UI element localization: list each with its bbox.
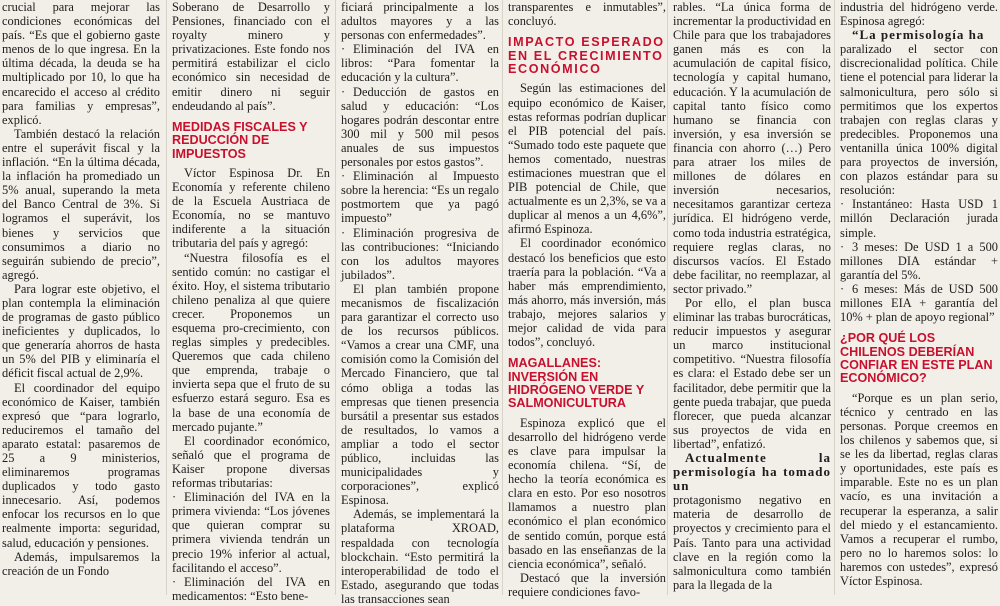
paragraph: Según las estimaciones del equipo económico de Kaiser, estas reformas podrían duplicar el PIB potencial del país. “Sumado todo este paquete que hemos comentado, nuestras estimaciones muestran que el PIB potencial de Chile, que actualmente es un 2,3%, se va a duplicar al menos a un 4,6%”, afirmó Espinoza. <box>508 81 666 237</box>
paragraph: Espinoza explicó que el desarrollo del hidrógeno verde es clave para impulsar la economía chilena. “Sí, de hecho la teoría económica es clara en esto. Por eso nosotros llamamos a nuestro plan económico el plan económico de sentido común, porque está basado en las enseñanzas de la ciencia económica”, señaló. <box>508 415 666 571</box>
bullet-text: 3 meses: De USD 1 a 500 millones DIA estándar + garantía del 5%. <box>840 239 998 282</box>
bullet-text: Eliminación del IVA en libros: “Para fomentar la educación y la cultura”. <box>341 42 499 85</box>
column-rule <box>166 0 167 595</box>
paragraph: paralizado el sector con discrecionalidad política. Chile tiene el potencial para liderar la salmonicultura, pero sólo si permitimos que los expertos trabajen con reglas claras y predecibles. Proponemos una ventanilla única 100% digital para proyectos de inversión, con plazos estándar para su resolución: <box>840 42 998 198</box>
column-rule <box>667 0 668 595</box>
paragraph: industria del hidrógeno verde. Espinosa agregó: <box>840 0 998 29</box>
article-column-1 <box>2 0 160 595</box>
bullet-text: Instantáneo: Hasta USD 1 millón Declaración jurada simple. <box>840 197 998 240</box>
article-column-3 <box>341 0 499 606</box>
bullet-dot-icon: · <box>840 239 845 254</box>
paragraph: El coordinador económico, señaló que el programa de Kaiser propone diversas reformas tributarias: <box>172 433 330 491</box>
bullet-item <box>341 169 499 225</box>
bullet-text: 6 meses: Más de USD 500 millones EIA + garantía del 10% + plan de apoyo regional” <box>840 281 998 325</box>
paragraph: Por ello, el plan busca eliminar las trabas burocráticas, reducir impuestos y asegurar un marco institucional competitivo. “Nuestra filosofía es clara: el Estado debe ser un facilitador, debe permitir que la gente pueda trabajar, que pueda florecer, que pueda alcanzar sus proyectos de vida en libertad”, enfatizó. <box>673 295 831 451</box>
paragraph: También destacó la relación entre el superávit fiscal y la inflación. “En la última década, la inflación ha promediado un 5% anual, superando la meta del Banco Central de 3%. Si logramos el superávit, los bienes y servicios que consumimos a diario no seguirán subiendo de precio”, agregó. <box>2 126 160 282</box>
bullet-text: Eliminación del IVA en la primera vivienda: “Los jóvenes que quieran comprar su primera vivienda tendrán un precio 19% inferior al actual, facilitando el acceso”. <box>172 490 330 575</box>
bullet-item <box>341 226 499 282</box>
article-column-6 <box>840 0 998 595</box>
article-column-2 <box>172 0 330 603</box>
section-heading: MEDIDAS FISCALES Y REDUCCIÓN DE IMPUESTOS <box>172 119 308 161</box>
paragraph: Víctor Espinosa Dr. En Economía y referente chileno de la Escuela Austriaca de Economía, no se mantuvo indiferente a la situación tributaria del país y agregó: <box>172 165 330 251</box>
bullet-dot-icon: · <box>840 281 845 296</box>
bullet-item <box>341 42 499 84</box>
paragraph: El coordinador del equipo económico de Kaiser, también expresó que “para lograrlo, reduciremos el tamaño del aparato estatal: pasaremos de 25 a 9 ministerios, eliminaremos programas duplicados y todo gasto innecesario. Así, podemos enfocar los recursos en lo que realmente importa: seguridad, salud, educación y pensiones. <box>2 380 160 550</box>
paragraph: “Porque es un plan serio, técnico y centrado en las personas. Porque creemos en los chilenos y sabemos que, si se les da libertad, reglas claras y oportunidades, este país es imparable. Este no es un plan vacío, es una invitación a recuperar la esperanza, a salir del miedo y el estancamiento. Vamos a recuperar el rumbo, pero no lo haremos solos: lo haremos con ustedes”, expresó Víctor Espinosa. <box>840 390 998 588</box>
bullet-item <box>840 240 998 282</box>
paragraph: Además, se implementará la plataforma XROAD, respaldada con tecnología blockchain. “Esto permitirá la interoperabilidad de todo el Estado, asegurando que todas las transacciones sean <box>341 507 499 606</box>
bullet-text: Eliminación progresiva de las contribuciones: “Iniciando con los adultos mayores jubilados”. <box>341 225 499 282</box>
article-column-4 <box>508 0 666 599</box>
bullet-dot-icon: · <box>172 490 177 505</box>
bullet-text: Deducción de gastos en salud y educación: “Los hogares podrán descontar entre 300 mil y 500 mil pesos anuales de sus impuestos personales por estos gastos”. <box>341 84 499 170</box>
paragraph: rables. “La única forma de incrementar la productividad en Chile para que los trabajadores ganen más es con la acumulación de capital físico, tecnología y capital humano, educación. Y la acumulación de capital tanto físico como humano se financia con inversión, y esa inversión se financia con ahorro (…) Pero para atraer los miles de millones de dólares en inversión necesarios, necesitamos garantizar certeza jurídica. El hidrógeno verde, como toda industria estratégica, requiere reglas claras, no discursos vacíos. El Estado debe facilitar, no reemplazar, al sector privado.” <box>673 0 831 296</box>
article-column-5 <box>673 0 831 595</box>
paragraph: “Nuestra filosofía es el sentido común: no castigar el éxito. Hoy, el sistema tributario chileno penaliza al que quiere crecer. Proponemos un esquema pro-crecimiento, con reglas simples y predecibles. Queremos que cada chileno que emprenda, trabaje o invierta sepa que el fruto de su esfuerzo estará seguro. Esa es la base de una economía de mercado pujante.” <box>172 250 330 434</box>
bullet-dot-icon: · <box>840 197 845 212</box>
bullet-dot-icon: · <box>172 574 177 589</box>
paragraph: protagonismo negativo en materia de desarrollo de proyectos y crecimiento para el País. Tanto para una actividad clave en la región como la salmonicultura como también para la llegada de la <box>673 493 831 592</box>
bullet-dot-icon: · <box>341 42 346 57</box>
bullet-item <box>341 85 499 170</box>
paragraph: Para lograr este objetivo, el plan contempla la eliminación de programas de gasto público ineficientes y duplicados, lo que generaría ahorros de hasta un 5% del PIB y eliminaría el déficit fiscal actual de 2,9%. <box>2 281 160 381</box>
bullet-dot-icon: · <box>341 84 346 99</box>
bullet-item <box>840 282 998 324</box>
paragraph: transparentes e inmutables”, concluyó. <box>508 0 666 29</box>
paragraph: Además, impulsaremos la creación de un Fondo <box>2 549 160 578</box>
pull-quote-lead: “La permisología ha <box>852 27 985 43</box>
paragraph: crucial para mejorar las condiciones económicas del país. “Es que el gobierno gaste menos de lo que ingresa. En la última década, la deuda se ha multiplicado por 10, lo que ha encarecido el acceso al crédito para familias y empresas”, explicó. <box>2 0 160 127</box>
bullet-dot-icon: · <box>341 169 346 184</box>
paragraph: El coordinador económico destacó los beneficios que esto traería para la población. “Va a haber más emprendimiento, más ahorro, más inversión, más trabajo, mejores salarios y mejor calidad de vida para todos”, concluyó. <box>508 236 666 350</box>
column-rule <box>502 0 503 595</box>
pull-quote-lead: Actualmente la permisología ha tomado un <box>673 450 831 494</box>
bullet-dot-icon: · <box>341 225 346 240</box>
bullet-item <box>172 575 330 603</box>
section-heading: ¿POR QUÉ LOS CHILENOS DEBERÍAN CONFIAR EN ESTE PLAN ECONÓMICO? <box>840 331 993 386</box>
bullet-text: Eliminación al Impuesto sobre la herencia: “Es un regalo postmortem que ya pagó impuesto” <box>341 169 499 226</box>
paragraph: Soberano de Desarrollo y Pensiones, financiado con el royalty minero y privatizaciones. Este fondo nos permitirá estabilizar el ciclo económico sin necesidad de emitir dinero ni seguir endeudando al país”. <box>172 0 330 113</box>
bullet-item <box>840 197 998 239</box>
column-rule <box>834 0 835 595</box>
bullet-item <box>172 490 330 575</box>
paragraph: ficiará principalmente a los adultos mayores y a las personas con enfermedades”. <box>341 0 499 43</box>
section-heading: IMPACTO ESPERADO EN EL CRECIMIENTO ECONÓMICO <box>508 35 665 76</box>
column-rule <box>335 0 336 595</box>
paragraph: Destacó que la inversión requiere condiciones favo- <box>508 570 666 599</box>
bullet-text: Eliminación del IVA en medicamentos: “Esto bene- <box>172 574 330 603</box>
paragraph: El plan también propone mecanismos de fiscalización para garantizar el correcto uso de los recursos públicos. “Vamos a crear una CMF, una comisión como la Comisión del Mercado Financiero, que tal cómo obliga a todas las empresas que tienen presencia bursátil a presentar sus estados de resultados, lo vamos a ampliar a todo el sector público, incluidas las municipalidades y corporaciones”, explicó Espinosa. <box>341 281 499 508</box>
section-heading: MAGALLANES: INVERSIÓN EN HIDRÓGENO VERDE Y SALMONICULTURA <box>508 356 644 411</box>
